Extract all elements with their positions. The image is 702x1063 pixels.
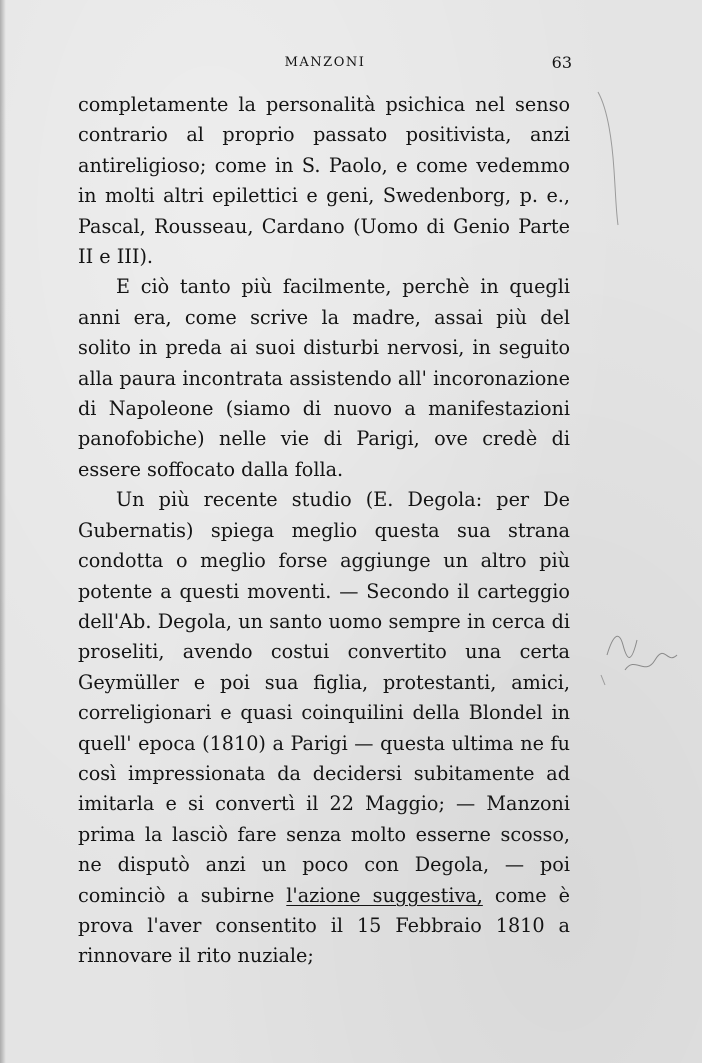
page-number: 63: [551, 53, 572, 72]
paragraph: [78, 485, 570, 972]
paragraph: [78, 272, 570, 485]
handwritten-margin-note: [595, 615, 695, 695]
text-segment: Un più recente studio (E. Degola: per De Gubernatis) spiega meglio questa sua strana condotta o meglio forse aggiunge un altro più potente a questi moventi. — Secondo il carteggio dell'Ab. Degola, un santo uomo sempre in cerca di proseliti, avendo costui convertito una certa Geymüller e poi sua figlia, protestanti, amici, correligionari e quasi coinquilini della Blondel in quell' epoca (1810) a Parigi — questa ultima ne fu così impressionata da decidersi subitamente ad imitarla e si convertì il 22 Maggio; — Manzoni prima la lasciò fare senza molto esserne scosso, ne disputò anzi un poco con Degola, — poi cominciò a subirne: [78, 488, 570, 907]
text-segment: come è prova l'aver consentito il 15 Febbraio 1810 a rinnovare il rito nuziale;: [78, 883, 570, 968]
paragraph: [78, 90, 570, 272]
running-head: [78, 55, 572, 79]
text-segment: E ciò tanto più facilmente, perchè in quegli anni era, come scrive la madre, assai più del solito in preda ai suoi disturbi nervosi, in seguito alla paura incontrata assistendo all' incoronazione di Napoleone (siamo di nuovo a manifestazioni panofobiche) nelle vie di Parigi, ove credè di essere soffocato dalla folla.: [78, 275, 570, 481]
text-segment: completamente la personalità psichica nel senso contrario al proprio passato positivista, anzi antireligioso; come in S. Paolo, e come vedemmo in molti altri epilettici e geni, Swedenborg, p. e., Pascal, Rousseau, Cardano (Uomo di Genio Parte II e III).: [78, 93, 570, 269]
underlined-phrase: l'azione suggestiva,: [286, 883, 483, 907]
margin-pencil-line: [590, 90, 630, 230]
body-text: [78, 90, 570, 972]
running-title: MANZONI: [284, 55, 366, 70]
page-edge-shadow: [0, 0, 6, 1063]
